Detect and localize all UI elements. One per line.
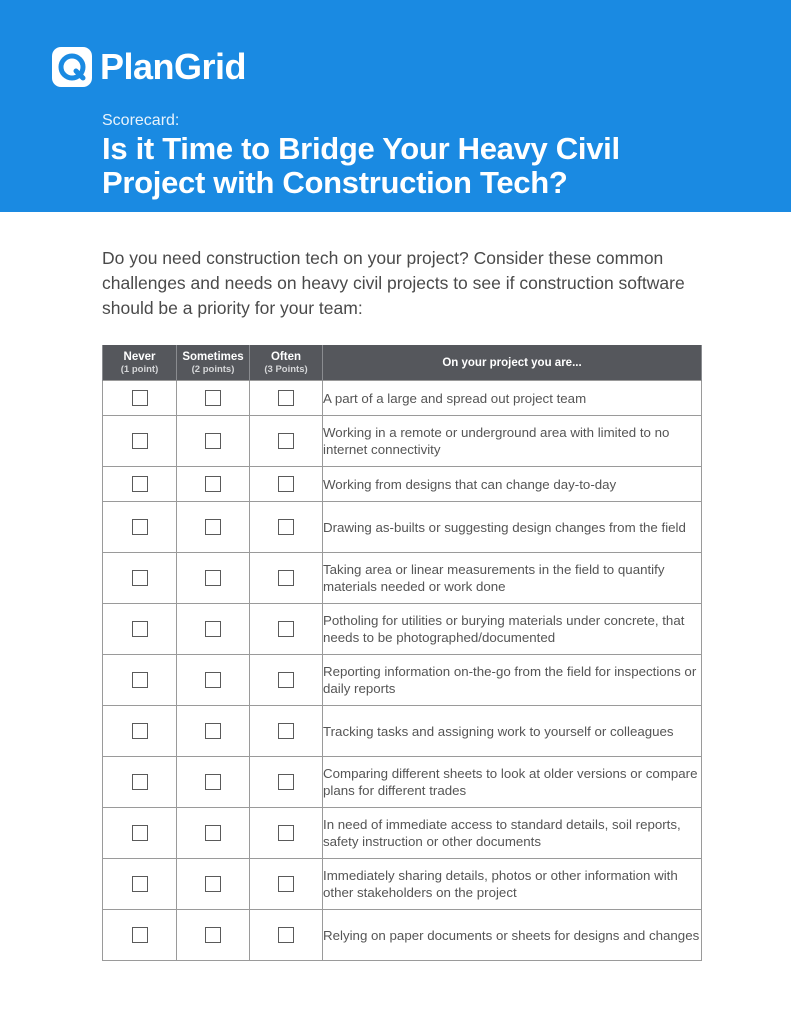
table-row [103,655,702,706]
check-cell-sometimes [177,859,250,910]
table-row [103,910,702,961]
statement-text: Working in a remote or underground area with limited to no internet connectivity [323,416,702,467]
table-row [103,859,702,910]
column-points: (2 points) [191,363,235,375]
checkbox-often[interactable] [278,876,294,892]
statement-text: Relying on paper documents or sheets for designs and changes [323,910,702,961]
checkbox-sometimes[interactable] [205,433,221,449]
checkbox-never[interactable] [132,774,148,790]
check-cell-sometimes [177,381,250,416]
check-cell-sometimes [177,910,250,961]
checkbox-often[interactable] [278,570,294,586]
intro-paragraph: Do you need construction tech on your project? Consider these common challenges and needs on heavy civil projects to see if construction software should be a priority for your team: [102,248,685,318]
checkbox-sometimes[interactable] [205,519,221,535]
check-cell-often [250,416,323,467]
checkbox-sometimes[interactable] [205,723,221,739]
statement-text: Reporting information on-the-go from the field for inspections or daily reports [323,655,702,706]
column-sometimes [177,345,250,381]
checkbox-never[interactable] [132,433,148,449]
statement-text: Drawing as-builts or suggesting design changes from the field [323,502,702,553]
checkbox-sometimes[interactable] [205,927,221,943]
check-cell-sometimes [177,604,250,655]
checkbox-often[interactable] [278,723,294,739]
check-cell-often [250,859,323,910]
title-line-2: Project with Construction Tech? [102,165,568,200]
checkbox-often[interactable] [278,433,294,449]
statement-text: Immediately sharing details, photos or other information with other stakeholders on the project [323,859,702,910]
checkbox-often[interactable] [278,476,294,492]
checkbox-sometimes[interactable] [205,621,221,637]
check-cell-often [250,910,323,961]
check-cell-often [250,655,323,706]
header-banner [0,0,791,212]
check-cell-never [103,808,177,859]
check-cell-never [103,706,177,757]
plangrid-logo-icon [52,47,92,87]
table-row [103,604,702,655]
table-row [103,808,702,859]
check-cell-never [103,502,177,553]
column-label: Often [270,350,302,363]
check-cell-sometimes [177,502,250,553]
column-points: (1 point) [120,363,159,375]
title-line-1: Is it Time to Bridge Your Heavy Civil [102,131,620,166]
checkbox-often[interactable] [278,390,294,406]
checkbox-often[interactable] [278,774,294,790]
check-cell-sometimes [177,808,250,859]
check-cell-often [250,808,323,859]
table-row [103,416,702,467]
column-often [250,345,323,381]
statement-text: Working from designs that can change day-to-day [323,467,702,502]
table-row [103,553,702,604]
check-cell-often [250,381,323,416]
statement-text: A part of a large and spread out project team [323,381,702,416]
checkbox-never[interactable] [132,723,148,739]
check-cell-often [250,604,323,655]
check-cell-never [103,604,177,655]
checkbox-sometimes[interactable] [205,774,221,790]
checkbox-often[interactable] [278,672,294,688]
checkbox-never[interactable] [132,927,148,943]
table-header-row [103,345,702,381]
check-cell-sometimes [177,655,250,706]
checkbox-never[interactable] [132,621,148,637]
check-cell-never [103,416,177,467]
check-cell-often [250,502,323,553]
statement-text: Potholing for utilities or burying materials under concrete, that needs to be photographed/documented [323,604,702,655]
check-cell-often [250,553,323,604]
table-row [103,502,702,553]
checkbox-sometimes[interactable] [205,672,221,688]
checkbox-never[interactable] [132,876,148,892]
check-cell-sometimes [177,416,250,467]
check-cell-never [103,467,177,502]
statement-text: Tracking tasks and assigning work to yourself or colleagues [323,706,702,757]
scorecard-table [102,345,702,961]
column-never [103,345,177,381]
page-title [102,132,742,200]
check-cell-often [250,706,323,757]
check-cell-often [250,467,323,502]
table-row [103,467,702,502]
statement-text: Comparing different sheets to look at older versions or compare plans for different trades [323,757,702,808]
checkbox-sometimes[interactable] [205,825,221,841]
check-cell-sometimes [177,467,250,502]
check-cell-sometimes [177,757,250,808]
checkbox-often[interactable] [278,621,294,637]
checkbox-often[interactable] [278,825,294,841]
statement-text: In need of immediate access to standard details, soil reports, safety instruction or other documents [323,808,702,859]
check-cell-never [103,553,177,604]
table-row [103,706,702,757]
checkbox-sometimes[interactable] [205,390,221,406]
check-cell-sometimes [177,706,250,757]
checkbox-never[interactable] [132,519,148,535]
checkbox-never[interactable] [132,476,148,492]
column-points: (3 Points) [264,363,308,375]
brand [52,46,246,88]
checkbox-never[interactable] [132,570,148,586]
column-label: Never [123,350,156,363]
checkbox-never[interactable] [132,390,148,406]
brand-name: PlanGrid [100,46,247,87]
check-cell-sometimes [177,553,250,604]
column-statement: On your project you are... [323,345,702,381]
table-row [103,757,702,808]
check-cell-never [103,757,177,808]
table-row [103,381,702,416]
checkbox-often[interactable] [278,519,294,535]
check-cell-never [103,910,177,961]
checkbox-sometimes[interactable] [205,876,221,892]
check-cell-never [103,381,177,416]
checkbox-sometimes[interactable] [205,476,221,492]
statement-text: Taking area or linear measurements in the field to quantify materials needed or work done [323,553,702,604]
check-cell-never [103,859,177,910]
check-cell-never [103,655,177,706]
checkbox-never[interactable] [132,672,148,688]
checkbox-sometimes[interactable] [205,570,221,586]
eyebrow-label: Scorecard: [102,112,180,129]
column-label: Sometimes [182,350,244,363]
checkbox-never[interactable] [132,825,148,841]
checkbox-often[interactable] [278,927,294,943]
check-cell-often [250,757,323,808]
